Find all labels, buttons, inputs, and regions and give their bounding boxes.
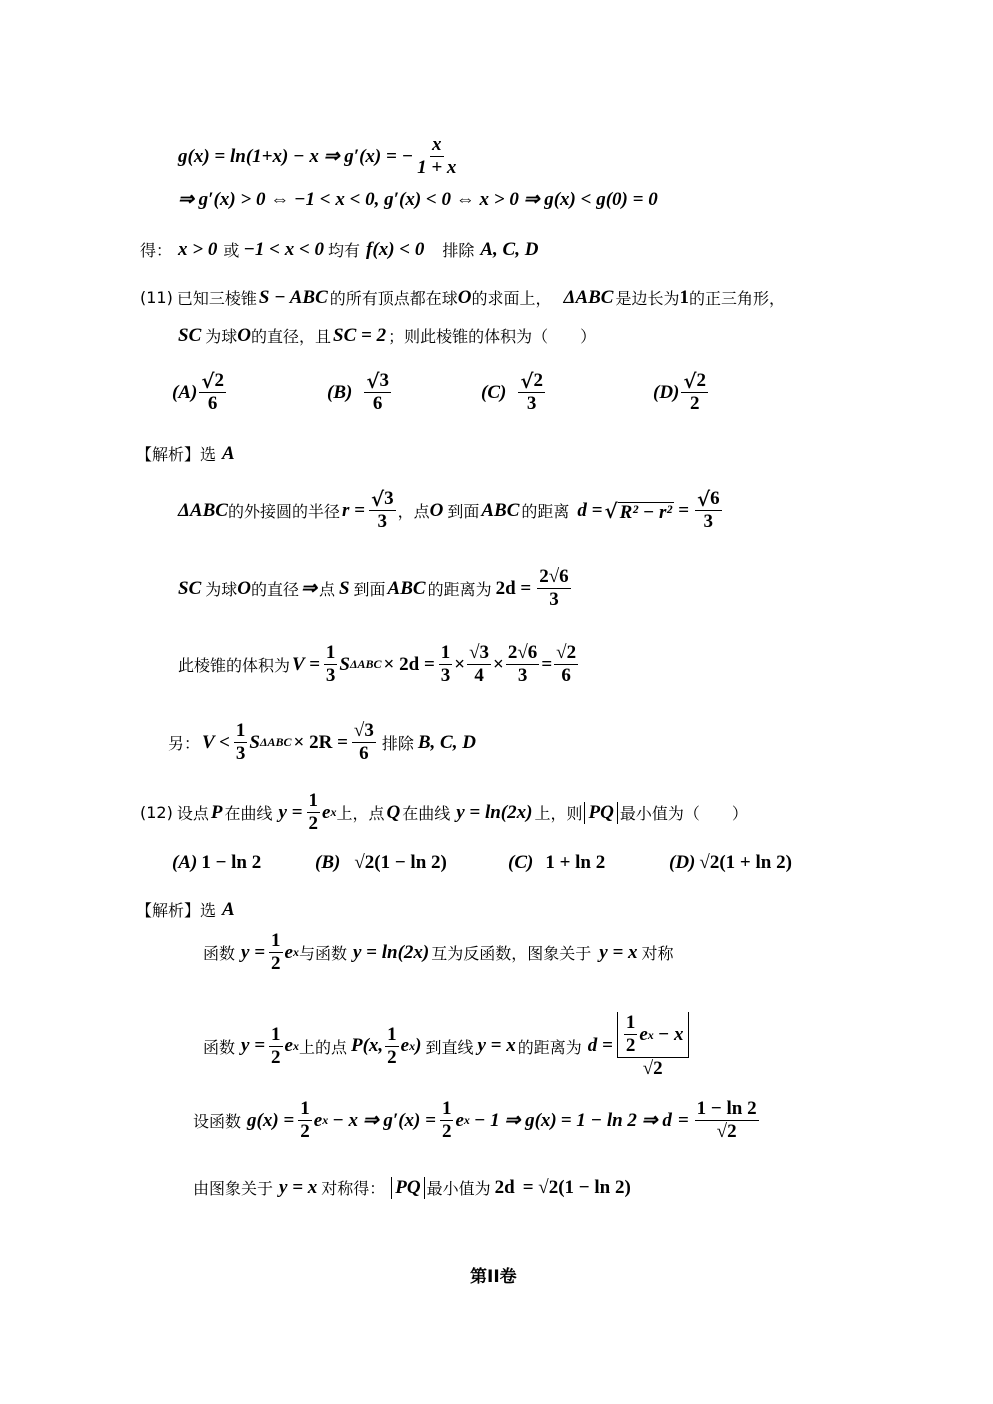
q11-step-3: 此棱锥的体积为 V = $\frac{1}{3}$ S ΔABC × 2d = $\frac{1}{3}$ × $\frac{√3}{4}$ × $\frac{2√6}{3}$ = $\frac{√2}{6}$: [178, 642, 577, 686]
q12-option-a: (A) 1 − ln 2: [172, 852, 262, 873]
formula-g: g(x) = ln(1+x) − x ⇒ g′(x) = −: [178, 146, 414, 167]
question-number: (12): [140, 803, 173, 822]
formula-derivative: ⇒ g′(x) > 0 ⇔ −1 < x < 0, g′(x) < 0 ⇔ x > 0 ⇒ g(x) < g(0) = 0: [178, 189, 658, 210]
q11-step-4: 另： V < $\frac{1}{3}$ S ΔABC × 2R = $\frac{√3}{6}$ 排除 B, C, D: [168, 720, 476, 764]
q12-step-1: 函数 y = $\frac{1}{2}$ e x 与函数 y = ln(2x) 互为反函数，图象关于 y = x 对称: [203, 930, 674, 974]
q11-option-c: (C) √ 2 3: [481, 369, 543, 414]
fraction: $\frac{x}{1 + x}$: [417, 134, 457, 178]
q11-step-1: ΔABC 的外接圆的半径 r = √ 3 3 ，点 O 到面 ABC 的距离 d = √ R² − r² = √ 6 3: [178, 487, 720, 532]
q11-option-a: (A) √ 2 6: [172, 369, 224, 414]
top-line-2: [178, 188, 658, 211]
top-line-3: 得： x > 0 或 −1 < x < 0 均有 f(x) < 0 排除 A, C, D: [140, 238, 539, 260]
q12-step-2: 函数 y = $\frac{1}{2}$ e x 上的点 P(x, $\frac{1}{2}$ e x ) 到直线 y = x 的距离为 d = $\frac{1}{2}$ e x − x √2: [203, 1012, 691, 1080]
q11-analysis-header: 【解析】选 A: [136, 442, 235, 464]
q11-option-b: (B) √ 3 6: [327, 369, 389, 414]
q12-analysis-header: 【解析】选 A: [136, 898, 235, 920]
q12-option-d: (D) √2(1 + ln 2): [669, 852, 792, 873]
top-line-1: [178, 134, 460, 179]
section-title: 第II卷: [470, 1267, 517, 1287]
q12-step-3: 设函数 g(x) = $\frac{1}{2}$ e x − x ⇒ g′(x) = $\frac{1}{2}$ e x − 1 ⇒ g(x) = 1 − ln 2 ⇒ d = $\frac{1 - \ln 2}{√2}$: [193, 1098, 757, 1142]
q12-step-4: 由图象关于 y = x 对称得： PQ 最小值为 2d = √2(1 − ln 2): [193, 1176, 631, 1198]
q12-option-c: (C) 1 + ln 2: [508, 852, 606, 873]
q11-stem-line-1: (11) 已知三棱锥 S − ABC 的所有顶点都在球 O 的求面上， ΔABC 是边长为 1 的正三角形，: [140, 286, 785, 308]
q12-option-b: (B) √2(1 − ln 2): [315, 852, 447, 873]
q12-stem: (12) 设点 P 在曲线 y = $\frac{1}{2}$ e x 上，点 Q 在曲线 y = ln(2x) 上，则 PQ 最小值为（ ）: [140, 790, 748, 834]
question-number: (11): [140, 288, 173, 307]
q11-option-d: (D) √ 2 2: [653, 369, 707, 414]
q11-step-2: SC 为球 O 的直径 ⇒ 点 S 到面 ABC 的距离为 2d = $\frac{2√6}{3}$: [178, 566, 569, 610]
q11-stem-line-2: SC 为球 O 的直径，且 SC = 2 ；则此棱锥的体积为（ ）: [178, 324, 597, 346]
